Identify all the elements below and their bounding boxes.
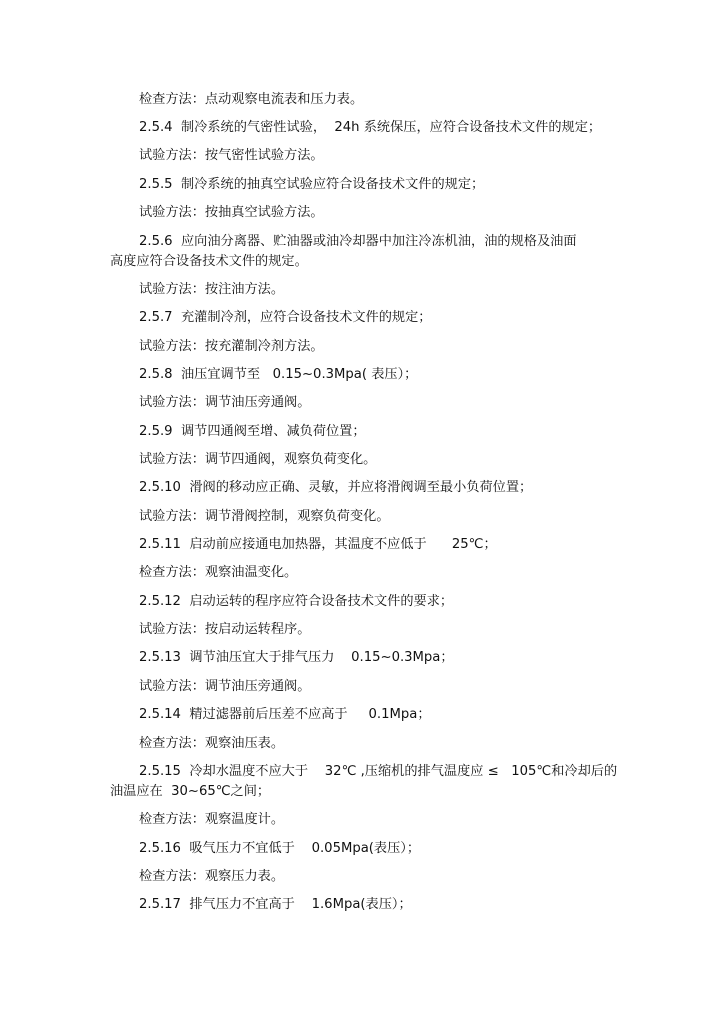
text-line: 2.5.7 充灌制冷剂，应符合设备技术文件的规定； bbox=[139, 310, 432, 325]
text-line: 检查方法：观察压力表。 bbox=[139, 869, 285, 884]
text-line: 检查方法：观察温度计。 bbox=[139, 812, 285, 827]
text-line: 试验方法：按启动运转程序。 bbox=[139, 622, 311, 637]
text-line: 试验方法：按充灌制冷剂方法。 bbox=[139, 339, 324, 354]
text-line: 检查方法：观察油温变化。 bbox=[139, 565, 298, 580]
text-line: 2.5.10 滑阀的移动应正确、灵敏，并应将滑阀调至最小负荷位置； bbox=[139, 480, 533, 495]
text-line: 试验方法：调节滑阀控制，观察负荷变化。 bbox=[139, 509, 390, 524]
text-line: 试验方法：按气密性试验方法。 bbox=[139, 148, 324, 163]
text-line: 2.5.4 制冷系统的气密性试验， 24h 系统保压，应符合设备技术文件的规定； bbox=[139, 120, 602, 135]
text-line: 检查方法：点动观察电流表和压力表。 bbox=[139, 92, 364, 107]
text-line: 试验方法：调节油压旁通阀。 bbox=[139, 395, 311, 410]
text-line: 检查方法：观察油压表。 bbox=[139, 736, 285, 751]
text-line: 试验方法：调节四通阀，观察负荷变化。 bbox=[139, 452, 377, 467]
text-line: 2.5.8 油压宜调节至 0.15~0.3Mpa( 表压）； bbox=[139, 367, 418, 382]
text-line: 2.5.6 应向油分离器、贮油器或油冷却器中加注冷冻机油，油的规格及油面 bbox=[139, 234, 577, 249]
text-line: 2.5.16 吸气压力不宜低于 0.05Mpa(表压）； bbox=[139, 841, 421, 856]
text-line: 高度应符合设备技术文件的规定。 bbox=[110, 254, 308, 269]
text-line: 试验方法：按注油方法。 bbox=[139, 282, 285, 297]
text-line: 2.5.15 冷却水温度不应大于 32℃ ,压缩机的排气温度应 ≤ 105℃和冷却后的 bbox=[139, 764, 618, 779]
text-line: 2.5.12 启动运转的程序应符合设备技术文件的要求； bbox=[139, 594, 454, 609]
text-line: 试验方法：调节油压旁通阀。 bbox=[139, 679, 311, 694]
text-line: 2.5.11 启动前应接通电加热器，其温度不应低于 25℃； bbox=[139, 537, 497, 552]
text-line: 油温应在 30~65℃之间； bbox=[110, 784, 271, 799]
text-line: 试验方法：按抽真空试验方法。 bbox=[139, 205, 324, 220]
text-line: 2.5.17 排气压力不宜高于 1.6Mpa(表压）； bbox=[139, 897, 412, 912]
text-line: 2.5.14 精过滤器前后压差不应高于 0.1Mpa； bbox=[139, 707, 431, 722]
text-line: 2.5.9 调节四通阀至增、减负荷位置； bbox=[139, 424, 366, 439]
text-line: 2.5.13 调节油压宜大于排气压力 0.15~0.3Mpa； bbox=[139, 650, 454, 665]
text-line: 2.5.5 制冷系统的抽真空试验应符合设备技术文件的规定； bbox=[139, 177, 485, 192]
